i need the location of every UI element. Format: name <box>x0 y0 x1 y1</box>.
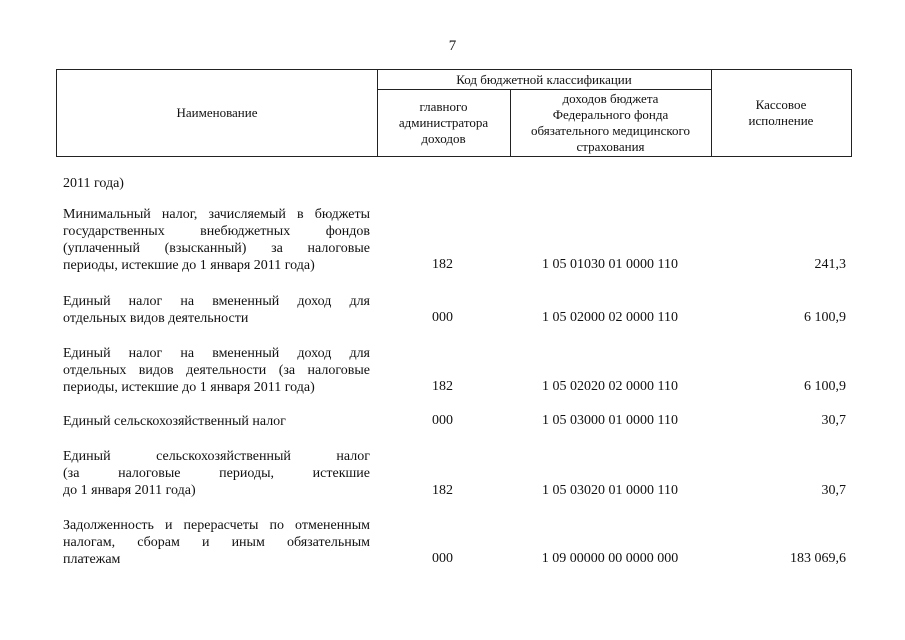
row-name-line: налогам, сборам и иным обязательным <box>63 535 370 550</box>
row-budget-code: 1 09 00000 00 0000 000 <box>541 551 679 566</box>
row-name-line: государственных внебюджетных фондов <box>63 224 370 239</box>
row-name-line: Минимальный налог, зачисляемый в бюджеты <box>63 207 370 222</box>
row-budget-code: 1 05 03000 01 0000 110 <box>542 413 678 428</box>
row-name-line: (за налоговые периоды, истекшие <box>63 466 370 481</box>
row-name-line: периоды, истекшие до 1 января 2011 года) <box>63 380 315 395</box>
table-row <box>63 345 370 396</box>
table-row <box>63 448 370 499</box>
page-number: 7 <box>448 38 457 54</box>
row-name-line: до 1 января 2011 года) <box>63 483 196 498</box>
row-name-line: Единый сельскохозяйственный налог <box>63 449 370 464</box>
row-admin-code: 182 <box>432 483 453 498</box>
continuation-text: 2011 года) <box>63 176 124 191</box>
table-row <box>63 517 370 568</box>
row-admin-code: 000 <box>432 310 453 325</box>
row-name-line: платежам <box>63 552 121 567</box>
row-amount: 241,3 <box>814 257 846 272</box>
row-admin-code: 182 <box>432 379 453 394</box>
header-amount: Кассовое исполнение <box>748 97 814 128</box>
row-amount: 30,7 <box>821 413 846 428</box>
row-admin-code: 182 <box>432 257 453 272</box>
table-row <box>63 413 370 430</box>
row-admin-code: 000 <box>432 551 453 566</box>
row-name-line: отдельных видов деятельности <box>63 311 249 326</box>
row-budget-code: 1 05 02020 02 0000 110 <box>542 379 678 394</box>
row-amount: 6 100,9 <box>804 379 846 394</box>
row-amount: 30,7 <box>821 483 846 498</box>
header-income: доходов бюджета Федерального фонда обязательного медицинского страхования <box>530 91 691 154</box>
header-admin: главного администратора доходов <box>398 99 489 146</box>
row-name-line: Единый сельскохозяйственный налог <box>63 414 286 429</box>
row-name-line: Единый налог на вмененный доход для <box>63 294 370 309</box>
row-budget-code: 1 05 01030 01 0000 110 <box>542 257 678 272</box>
table-row <box>63 206 370 274</box>
row-name-line: Единый налог на вмененный доход для <box>63 346 370 361</box>
table-row <box>63 293 370 327</box>
row-budget-code: 1 05 03020 01 0000 110 <box>542 483 678 498</box>
row-name-line: отдельных видов деятельности (за налоговые <box>63 363 370 378</box>
row-name-line: периоды, истекшие до 1 января 2011 года) <box>63 258 315 273</box>
header-name: Наименование <box>176 105 258 120</box>
row-budget-code: 1 05 02000 02 0000 110 <box>542 310 678 325</box>
row-name-line: (уплаченный (взысканный) за налоговые <box>63 241 370 256</box>
row-admin-code: 000 <box>432 413 453 428</box>
row-amount: 6 100,9 <box>804 310 846 325</box>
row-amount: 183 069,6 <box>790 551 846 566</box>
header-code-group: Код бюджетной классификации <box>456 71 632 87</box>
row-name-line: Задолженность и перерасчеты по отмененным <box>63 518 370 533</box>
